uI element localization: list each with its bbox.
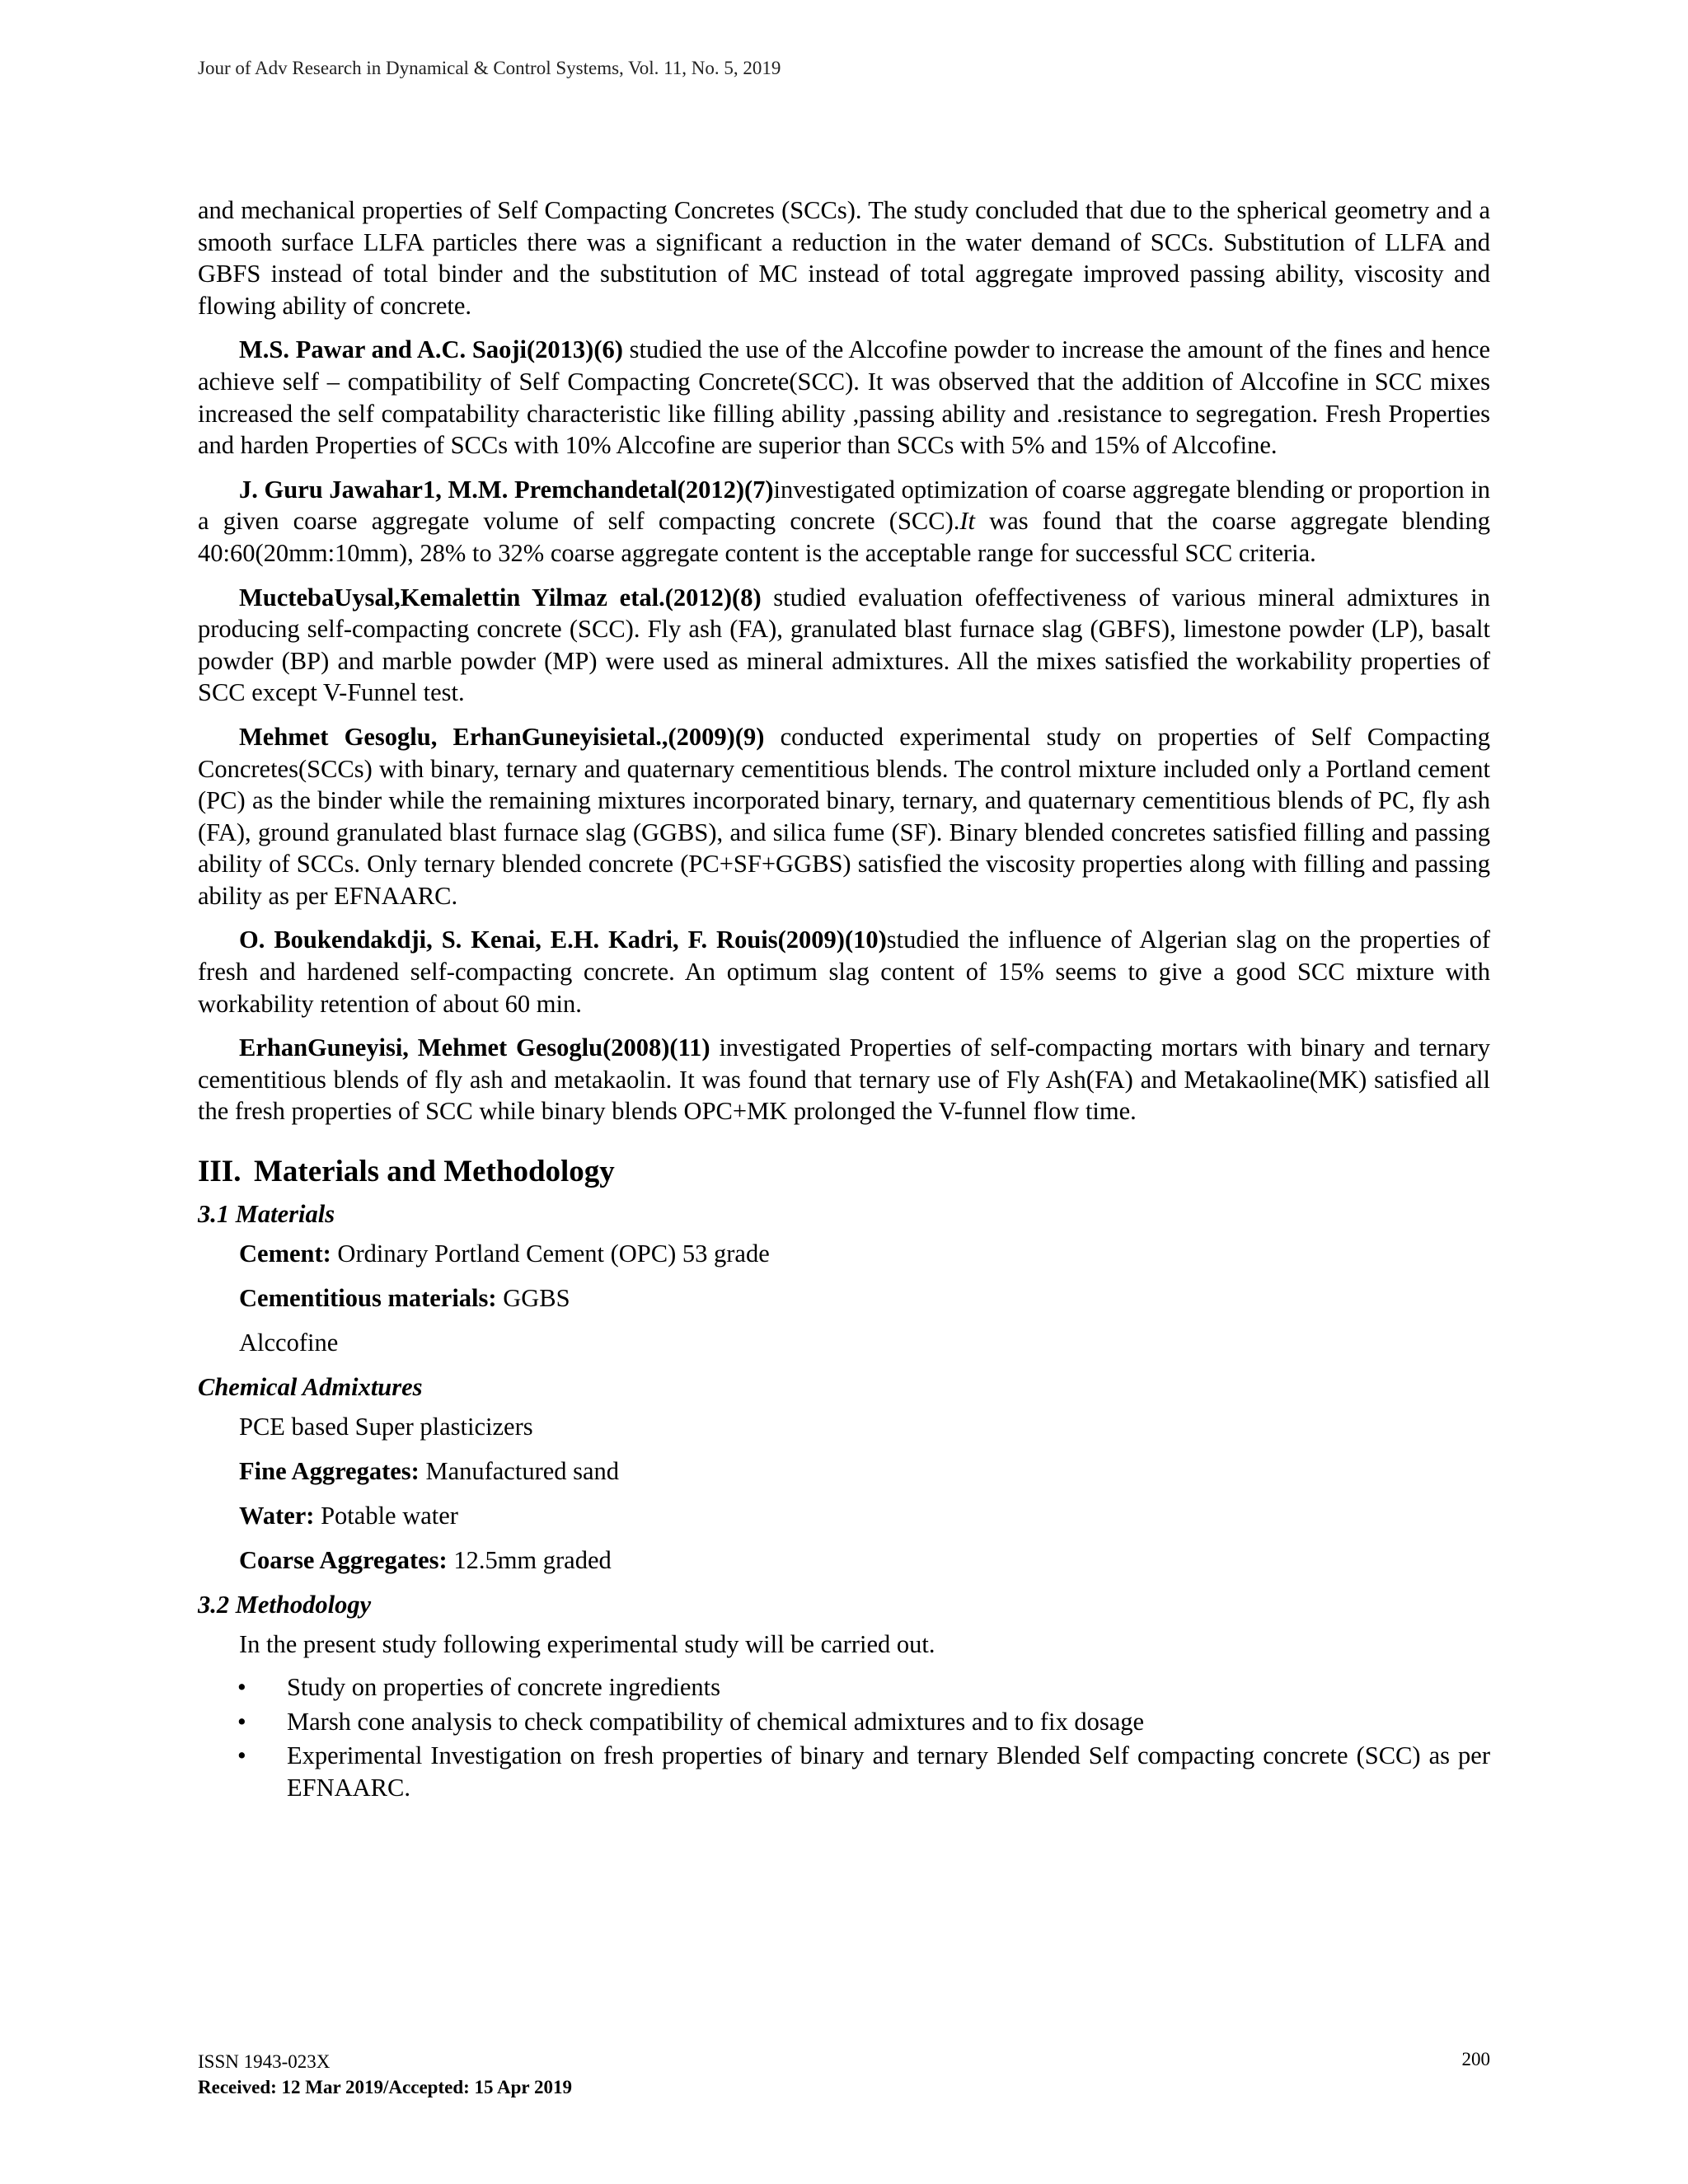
list-item-text: Study on properties of concrete ingredients — [287, 1673, 720, 1702]
paragraph-guneyisi — [198, 1032, 1490, 1127]
material-cementitious — [239, 1282, 1490, 1314]
material-value: Potable water — [314, 1502, 458, 1530]
subsection-heading-chemical-admixtures: Chemical Admixtures — [198, 1373, 423, 1402]
section-title: Materials and Methodology — [254, 1155, 615, 1189]
paragraph-text: was found that the coarse aggregate blending 40:60(20mm:10mm), 28% to 32% coarse aggregate content is the acceptable range for successful SCC criteria. — [198, 507, 1490, 567]
material-label: Water: — [239, 1502, 315, 1530]
material-value: Ordinary Portland Cement (OPC) 53 grade — [331, 1240, 770, 1268]
citation-authors: J. Guru Jawahar1, M.M. Premchandetal(2012)(7) — [239, 475, 774, 504]
list-item — [198, 1740, 1490, 1803]
list-item-text: Experimental Investigation on fresh properties of binary and ternary Blended Self compacting concrete (SCC) as per EFNAARC. — [287, 1741, 1490, 1802]
citation-authors: Mehmet Gesoglu, ErhanGuneyisietal.,(2009)(9) — [239, 722, 765, 751]
footer-left — [198, 2049, 572, 2100]
paragraph-text: studied evaluation ofeffectiveness of various mineral admixtures in producing self-compacting concrete (SCC). Fly ash (FA), granulated blast furnace slag (GBFS), limestone powder (LP), basalt powder (BP) and marble powder (MP) were used as mineral admixtures. All the mixes satisfied the workability properties of SCC except V-Funnel test. — [198, 583, 1490, 707]
footer-received-accepted: Received: 12 Mar 2019/Accepted: 15 Apr 2019 — [198, 2077, 572, 2097]
paragraph-continuation: and mechanical properties of Self Compacting Concretes (SCCs). The study concluded that due to the spherical geometry and a smooth surface LLFA particles there was a significant a reduction in the water demand of SCCs. Substitution of LLFA and GBFS instead of total binder and the substitution of MC instead of total aggregate improved passing ability, viscosity and flowing ability of concrete. — [198, 196, 1490, 320]
page-number: 200 — [1461, 2049, 1490, 2069]
bullet-icon: • — [237, 1673, 246, 1702]
paragraph-text: investigated optimization of coarse aggregate blending or proportion in a given coarse aggregate volume of self compacting concrete (SCC). — [198, 475, 1490, 536]
material-label: Cementitious materials: — [239, 1284, 497, 1313]
bullet-icon: • — [237, 1707, 246, 1736]
paragraph-text: investigated Properties of self-compacting mortars with binary and ternary cementitious blends of fly ash and metakaolin. It was found that ternary use of Fly Ash(FA) and Metakaoline(MK) satisfied all the fresh properties of SCC while binary blends OPC+MK prolonged the V-funnel flow time. — [198, 1033, 1491, 1126]
citation-authors: O. Boukendakdji, S. Kenai, E.H. Kadri, F. Rouis(2009)(10) — [239, 926, 887, 954]
material-value: Manufactured sand — [419, 1457, 620, 1486]
section-heading — [198, 1154, 1490, 1190]
citation-authors: ErhanGuneyisi, Mehmet Gesoglu(2008)(11) — [239, 1033, 710, 1062]
list-item — [198, 1671, 1490, 1704]
material-pce: PCE based Super plasticizers — [239, 1413, 533, 1441]
methodology-bullet-list — [198, 1671, 1490, 1803]
material-water — [239, 1500, 1490, 1531]
material-cement — [239, 1238, 1490, 1269]
paragraph-text: studied the influence of Algerian slag on the properties of fresh and hardened self-compacting concrete. An optimum slag content of 15% seems to give a good SCC mixture with workability retention of about 60 min. — [198, 926, 1490, 1018]
running-header: Jour of Adv Research in Dynamical & Control Systems, Vol. 11, No. 5, 2019 — [198, 58, 781, 78]
paragraph-pawar-saoji — [198, 334, 1490, 461]
material-value: 12.5mm graded — [447, 1546, 612, 1575]
paragraph-text: conducted experimental study on properties of Self Compacting Concretes(SCCs) with binary, ternary and quaternary cementitious blends. The control mixture included only a Portland cement (PC) as the binder while the remaining mixtures incorporated binary, ternary, and quaternary cementitious blends of PC, fly ash (FA), ground granulated blast furnace slag (GGBS), and silica fume (SF). Binary blended concretes satisfied filling and passing ability of SCCs. Only ternary blended concrete (PC+SF+GGBS) satisfied the viscosity properties along with filling and passing ability as per EFNAARC. — [198, 722, 1490, 910]
citation-authors: MuctebaUysal,Kemalettin Yilmaz etal.(2012)(8) — [239, 583, 762, 612]
material-value: GGBS — [496, 1284, 570, 1313]
paragraph-jawahar — [198, 474, 1490, 569]
paragraph-text: studied the use of the Alccofine powder to increase the amount of the fines and hence achieve self – compatibility of Self Compacting Concrete(SCC). It was observed that the addition of Alccofine in SCC mixes increased the self compatability characteristic like filling ability ,passing ability and .resistance to segregation. Fresh Properties and harden Properties of SCCs with 10% Alccofine are superior than SCCs with 5% and 15% of Alccofine. — [198, 335, 1490, 460]
material-label: Fine Aggregates: — [239, 1457, 420, 1486]
paragraph-boukendakdji — [198, 924, 1490, 1019]
footer-issn: ISSN 1943-023X — [198, 2051, 331, 2072]
list-item — [198, 1706, 1490, 1738]
material-coarse-aggregates — [239, 1544, 1490, 1576]
paragraph-gesoglu — [198, 721, 1490, 912]
methodology-intro: In the present study following experimental study will be carried out. — [239, 1630, 935, 1659]
subsection-heading-materials: 3.1 Materials — [198, 1200, 335, 1229]
paragraph-uysal — [198, 582, 1490, 709]
material-label: Coarse Aggregates: — [239, 1546, 448, 1575]
article-body — [198, 194, 1490, 1806]
material-fine-aggregates — [239, 1455, 1490, 1487]
bullet-icon: • — [237, 1741, 246, 1770]
material-label: Cement: — [239, 1240, 331, 1268]
citation-authors: M.S. Pawar and A.C. Saoji(2013)(6) — [239, 335, 623, 364]
paragraph-italic: It — [959, 507, 976, 536]
subsection-heading-methodology: 3.2 Methodology — [198, 1591, 372, 1619]
list-item-text: Marsh cone analysis to check compatibility of chemical admixtures and to fix dosage — [287, 1707, 1145, 1736]
section-number: III. — [198, 1155, 241, 1189]
material-alccofine: Alccofine — [239, 1329, 339, 1357]
